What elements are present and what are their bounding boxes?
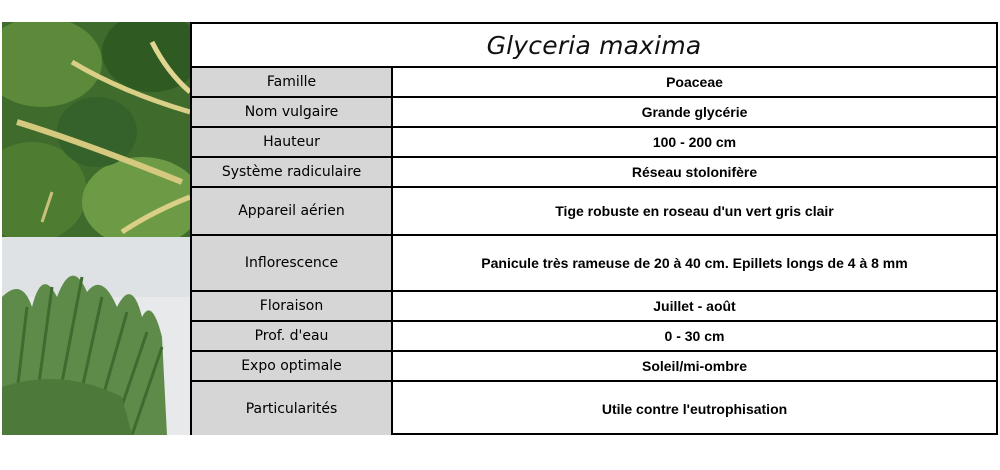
- row-label: Hauteur: [192, 128, 393, 156]
- table-row: [192, 96, 996, 126]
- row-value: Juillet - août: [653, 298, 736, 314]
- row-label: Nom vulgaire: [192, 98, 393, 126]
- row-label: Prof. d'eau: [192, 322, 393, 350]
- plant-photos: [2, 22, 190, 435]
- table-row: [192, 350, 996, 380]
- row-label: Floraison: [192, 292, 393, 320]
- row-value: Poaceae: [666, 74, 723, 90]
- row-value: 0 - 30 cm: [664, 328, 725, 344]
- row-label: Famille: [192, 68, 393, 96]
- species-title: Glyceria maxima: [486, 30, 702, 60]
- row-label: Appareil aérien: [192, 188, 393, 234]
- row-label: Expo optimale: [192, 352, 393, 380]
- species-sheet: [190, 22, 998, 435]
- row-value: 100 - 200 cm: [652, 134, 737, 150]
- table-row: [192, 126, 996, 156]
- table-row: [192, 234, 996, 290]
- property-table: [192, 66, 996, 435]
- table-row: [192, 156, 996, 186]
- table-row: [192, 186, 996, 234]
- table-row: [192, 66, 996, 96]
- row-label: Inflorescence: [192, 236, 393, 290]
- table-row: [192, 320, 996, 350]
- inflorescence-photo: [2, 22, 190, 237]
- row-value: Grande glycérie: [641, 104, 748, 120]
- row-label: Système radiculaire: [192, 158, 393, 186]
- table-row: [192, 380, 996, 435]
- table-row: [192, 290, 996, 320]
- row-value: Panicule très rameuse de 20 à 40 cm. Epillets longs de 4 à 8 mm: [481, 255, 908, 271]
- row-value: Réseau stolonifère: [631, 164, 758, 180]
- row-value: Soleil/mi-ombre: [641, 358, 748, 374]
- row-value: Tige robuste en roseau d'un vert gris clair: [555, 203, 834, 219]
- row-label: Particularités: [192, 382, 393, 435]
- row-value: Utile contre l'eutrophisation: [601, 400, 788, 417]
- reed-stand-photo: [2, 237, 190, 435]
